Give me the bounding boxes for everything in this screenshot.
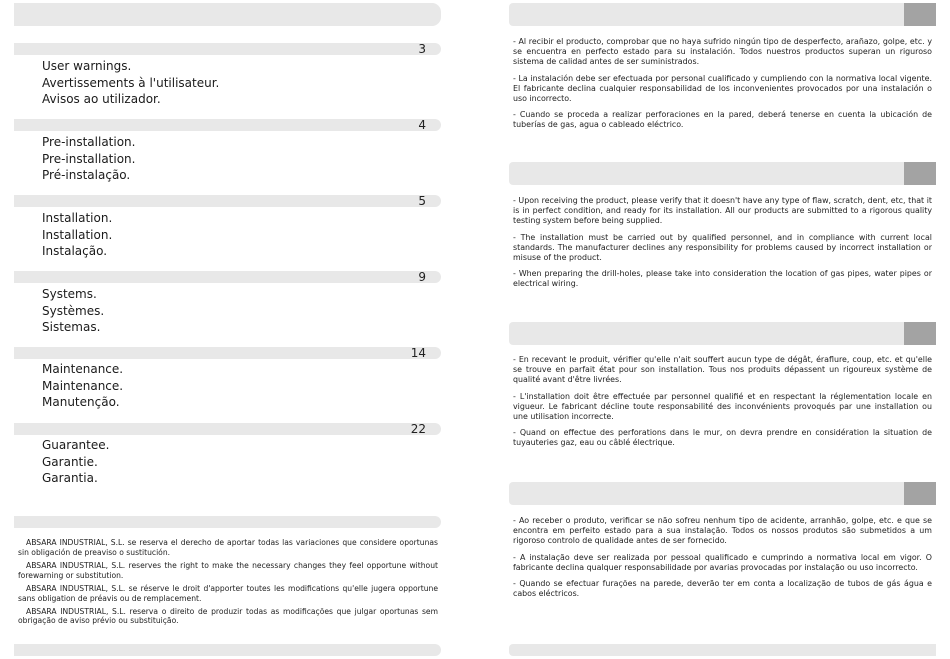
footer-bar	[14, 644, 441, 656]
footer-bar	[509, 644, 936, 656]
section-paragraph: - L'installation doit être effectuée par personnel qualifié et en respectant la réglementation locale en vigueur. Le fabricant décline toute responsabilité des inconvénients provoqués par une installation ou une utilisation incorrecte.	[513, 391, 932, 422]
section-header-bar	[509, 3, 936, 26]
toc-line: Sistemas.	[42, 320, 101, 334]
section-paragraph: - Quand on effectue des perforations dans le mur, on devra prendre en considération la situation de tuyauteries gaz, eau ou câblé électrique.	[513, 428, 932, 448]
section-paragraph: - The installation must be carried out by qualified personnel, and in compliance with current local standards. The manufacturer declines any responsibility for problems caused by incorrect installation or misuse of the product.	[513, 232, 932, 263]
toc-bar	[14, 271, 441, 283]
toc-line: User warnings.	[42, 59, 132, 73]
toc-bar	[14, 119, 441, 131]
section-paragraph: - Cuando se proceda a realizar perforaciones en la pared, deberá tenerse en cuenta la ubicación de tuberías de gas, agua o cableado eléctrico.	[513, 110, 932, 130]
toc-entry	[42, 361, 123, 411]
section-header-bar	[509, 482, 936, 505]
toc-line: Garantie.	[42, 454, 98, 469]
toc-page-number: 14	[410, 346, 426, 360]
toc-page-number: 22	[410, 422, 426, 436]
toc-line: Manutenção.	[42, 395, 120, 409]
section-paragraph: - Quando se efectuar furações na parede, deverão ter em conta a localização de tubos de gás água e cabos eléctricos.	[513, 579, 932, 599]
section-header-bar	[509, 162, 936, 185]
toc-bar	[14, 423, 441, 435]
toc-line: Garantia.	[42, 471, 98, 485]
section-tab	[904, 3, 936, 26]
section-paragraph: - Ao receber o produto, verificar se não sofreu nenhum tipo de acidente, arranhão, golpe, etc. e que se encontra em perfeito estado para a sua instalação. Todos os nossos produtos são submetidos a um rigoroso controlo de qualidade antes de ser fornecido.	[513, 516, 932, 546]
section-text	[513, 37, 932, 137]
toc-entry	[42, 134, 135, 184]
toc-page-number: 5	[418, 194, 426, 208]
toc-line: Systèmes.	[42, 303, 105, 318]
toc-entry	[42, 58, 219, 108]
toc-page-number: 9	[418, 270, 426, 284]
toc-line: Systems.	[42, 287, 97, 301]
section-text	[513, 516, 932, 605]
toc-line: Guarantee.	[42, 438, 110, 452]
disclaimer-paragraph: ABSARA INDUSTRIAL, S.L. reserva o direito de produzir todas as modificações que julgar oportunas sem obrigação de aviso prévio ou substituição.	[18, 606, 438, 626]
disclaimer-paragraph: ABSARA INDUSTRIAL, S.L. se réserve le droit d'apporter toutes les modifications qu'elle jugera opportune sans obligation de préavis ou de remplacement.	[18, 583, 438, 603]
toc-line: Pre-installation.	[42, 135, 136, 149]
toc-bar	[14, 195, 441, 207]
disclaimer-bar	[14, 516, 441, 528]
toc-entry	[42, 210, 112, 260]
toc-line: Instalação.	[42, 244, 108, 258]
toc-line: Installation.	[42, 227, 113, 242]
toc-line: Maintenance.	[42, 378, 124, 393]
section-text	[513, 196, 932, 296]
toc-line: Avertissements à l'utilisateur.	[42, 75, 220, 90]
toc-line: Pré-instalação.	[42, 168, 131, 182]
section-header-bar	[509, 322, 936, 345]
disclaimer-paragraph: ABSARA INDUSTRIAL, S.L. reserves the right to make the necessary changes they feel opportune without forewarning or substitution.	[18, 560, 438, 580]
section-paragraph: - En recevant le produit, vérifier qu'elle n'ait souffert aucun type de dégât, éraflure, coup, etc. et qu'elle se trouve en parfait état pour son installation. Tous nos produits dépassent un rigoureux système de qualité avant d'être livrées.	[513, 355, 932, 385]
toc-line: Pre-installation.	[42, 151, 136, 166]
section-tab	[904, 322, 936, 345]
toc-line: Avisos ao utilizador.	[42, 92, 161, 106]
section-paragraph: - La instalación debe ser efectuada por personal cualificado y cumpliendo con la normativa local vigente. El fabricante declina cualquier responsabilidad de los inconvenientes provocados por una instalación o uso incorrecto.	[513, 73, 932, 104]
toc-entry	[42, 286, 104, 336]
disclaimer	[18, 538, 438, 630]
section-paragraph: - A instalação deve ser realizada por pessoal qualificado e cumprindo a normativa local em vigor. O fabricante declina qualquer responsabilidade por avarias provocadas por instalação ou uso incorrecto.	[513, 552, 932, 572]
toc-bar	[14, 347, 441, 359]
toc-entry	[42, 437, 109, 487]
toc-page-number: 3	[418, 42, 426, 56]
toc-line: Installation.	[42, 211, 113, 225]
section-tab	[904, 162, 936, 185]
toc-line: Maintenance.	[42, 362, 124, 376]
section-paragraph: - Al recibir el producto, comprobar que no haya sufrido ningún tipo de desperfecto, arañazo, golpe, etc. y se encuentra en perfecto estado para su instalación. Todos nuestros productos superan un riguroso sistema de calidad antes de ser suministrados.	[513, 37, 932, 67]
section-text	[513, 355, 932, 455]
toc-bar	[14, 43, 441, 55]
toc-page-number: 4	[418, 118, 426, 132]
section-paragraph: - When preparing the drill-holes, please take into consideration the location of gas pipes, water pipes or electrical wiring.	[513, 269, 932, 289]
section-paragraph: - Upon receiving the product, please verify that it doesn't have any type of flaw, scratch, dent, etc, that it is in perfect condition, and ready for its installation. All our products are submitted to a rigorous quality testing system before being supplied.	[513, 196, 932, 226]
section-tab	[904, 482, 936, 505]
disclaimer-paragraph: ABSARA INDUSTRIAL, S.L. se reserva el derecho de aportar todas las variaciones que considere oportunas sin obligación de preaviso o sustitución.	[18, 538, 438, 557]
header-bar	[14, 3, 441, 26]
